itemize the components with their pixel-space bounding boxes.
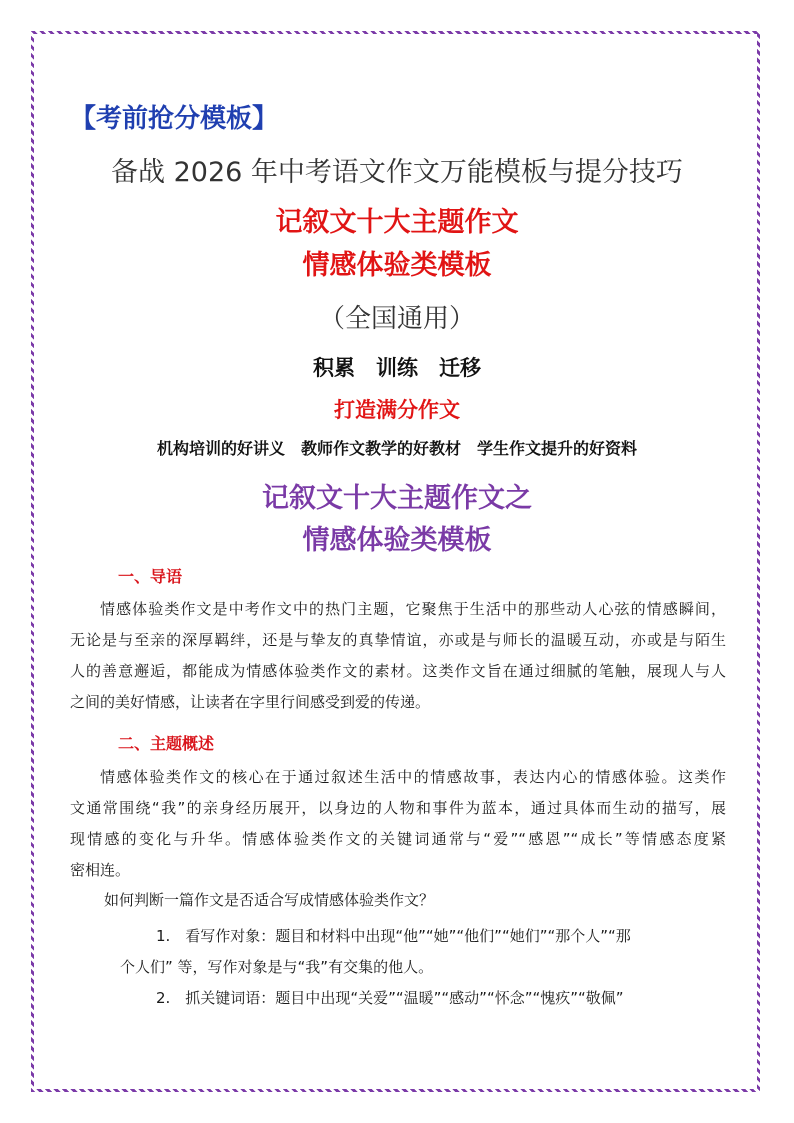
red-title-2: 情感体验类模板 bbox=[302, 250, 492, 281]
tagline: 机构培训的好讲义 教师作文教学的好教材 学生作文提升的好资料 bbox=[156, 439, 637, 458]
main-title: 备战 2026 年中考语文作文万能模板与提分技巧 bbox=[111, 157, 683, 188]
list-item-1-line-2: 个人们” 等，写作对象是与“我”有交集的他人。 bbox=[120, 958, 434, 976]
section-heading-overview: 二、主题概述 bbox=[118, 734, 215, 753]
paragraph-line: 人的善意邂逅，都能成为情感体验类作文的素材。这类作文旨在通过细腻的笔触，展现人与人 bbox=[70, 662, 726, 680]
list-item-2-line-1: 2. 抓关键词语：题目中出现“关爱”“温暖”“感动”“怀念”“愧疚”“敬佩” bbox=[156, 989, 624, 1007]
paragraph-line: 现情感的变化与升华。情感体验类作文的关键词通常与“爱”“感恩”“成长”等情感态度紧 bbox=[70, 830, 726, 848]
paragraph-line: 情感体验类作文是中考作文中的热门主题，它聚焦于生活中的那些动人心弦的情感瞬间， bbox=[100, 600, 726, 618]
section-heading-intro: 一、导语 bbox=[118, 567, 183, 586]
paragraph-line: 无论是与至亲的深厚羁绊，还是与挚友的真挚情谊，亦或是与师长的温暖互动，亦或是与陌生 bbox=[70, 631, 726, 649]
paragraph-line: 情感体验类作文的核心在于通过叙述生活中的情感故事，表达内心的情感体验。这类作 bbox=[100, 768, 726, 786]
paragraph-line: 之间的美好情感，让读者在字里行间感受到爱的传递。 bbox=[70, 693, 431, 711]
bracket-title: 【考前抢分模板】 bbox=[70, 104, 279, 134]
paragraph-line: 文通常围绕“我”的亲身经历展开，以身边的人物和事件为蓝本，通过具体而生动的描写，展 bbox=[70, 799, 726, 817]
purple-title-1: 记叙文十大主题作文之 bbox=[262, 483, 532, 514]
motto: 积累 训练 迁移 bbox=[313, 356, 481, 380]
section-paragraph-overview bbox=[70, 762, 726, 886]
slogan: 打造满分作文 bbox=[334, 398, 460, 422]
scope-note: （全国通用） bbox=[318, 304, 475, 334]
question-line: 如何判断一篇作文是否适合写成情感体验类作文？ bbox=[104, 891, 435, 909]
red-title-1: 记叙文十大主题作文 bbox=[275, 207, 519, 238]
section-paragraph-intro bbox=[70, 594, 726, 718]
list-item-1-line-1: 1. 看写作对象：题目和材料中出现“他”“她”“他们”“她们”“那个人”“那 bbox=[156, 927, 631, 945]
paragraph-line: 密相连。 bbox=[70, 861, 131, 879]
purple-title-2: 情感体验类模板 bbox=[302, 525, 492, 556]
